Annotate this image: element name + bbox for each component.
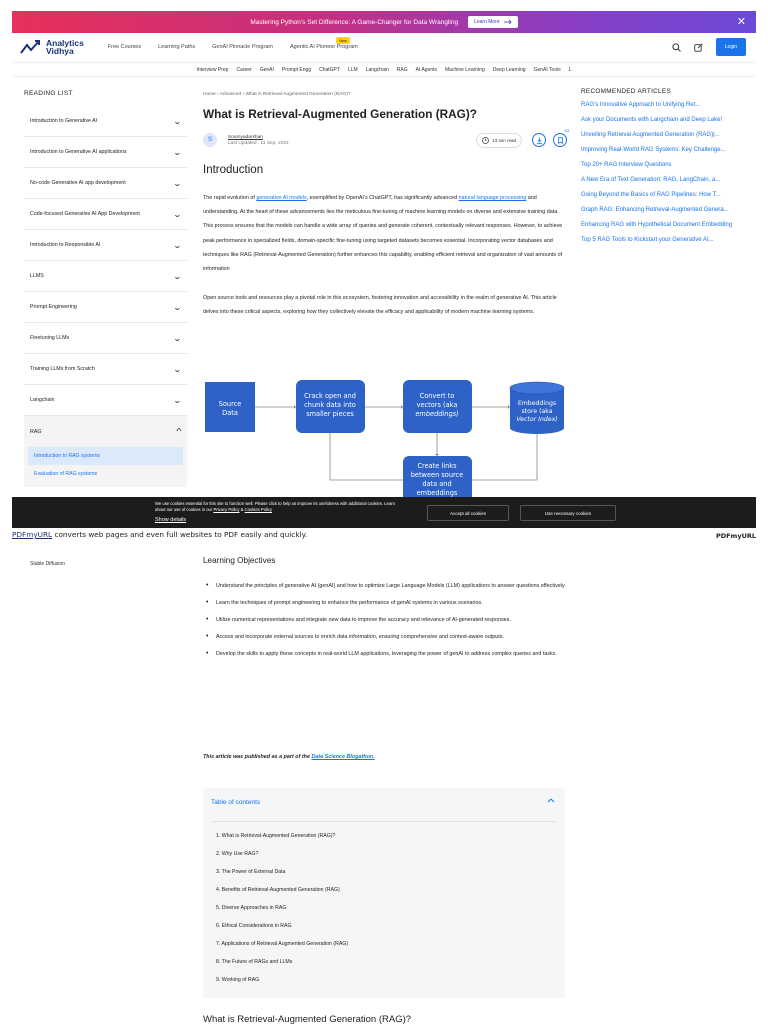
line-crack-to-links	[330, 433, 403, 480]
divider	[211, 821, 557, 822]
source-data-line: Data	[222, 409, 238, 417]
chevron-down-icon: ⌄	[172, 364, 183, 374]
nav-link-agentic-ai[interactable]	[289, 38, 358, 50]
convert-vectors-line: embeddings)	[415, 410, 459, 418]
updated-date: Last Updated : 11 Sep, 2024	[228, 140, 289, 146]
intro-text-2: , exemplified by OpenAI’s ChatGPT, has significantly advanced	[306, 195, 459, 201]
arrowhead	[435, 454, 439, 456]
embeddings-store-line: Vector Index)	[516, 416, 558, 423]
list-item: • Understand the principles of generative AI (genAI) and how to optimize Large Language Models (LLM) applications to answer questions effectively.	[206, 578, 566, 594]
download-icon	[536, 137, 543, 144]
embeddings-store-top	[510, 382, 564, 394]
list-item: • Utilize numerical representations and integrate new data to improve the accuracy and relevance of AI-generated responses.	[206, 612, 566, 628]
crack-chunk-line: smaller pieces	[306, 410, 354, 418]
topic-link[interactable]: AI Agents	[415, 66, 438, 73]
embeddings-store-line: store (aka	[521, 408, 553, 415]
intro-paragraph	[203, 191, 567, 276]
section-heading: What is Retrieval-Augmented Generation (RAG)?	[203, 1014, 412, 1025]
logo-mark-icon	[20, 39, 42, 55]
convert-vectors-label	[415, 392, 458, 418]
list-item: • Access and incorporate external sources to enrich data information, ensuring comprehensive and context-aware outputs.	[206, 629, 566, 645]
sidebar-item[interactable]	[24, 106, 187, 137]
sidebar-item-label: Introduction to Responsible AI	[30, 242, 101, 248]
topic-link[interactable]: ChatGPT	[319, 66, 340, 73]
recommended-link[interactable]: Graph RAG: Enhancing Retrieval-Augmented Genera...	[581, 207, 729, 213]
breadcrumb-separator: ›	[217, 92, 219, 97]
page-title: What is Retrieval-Augmented Generation (RAG)?	[203, 107, 477, 121]
topic-link[interactable]: Deep Learning	[492, 66, 526, 73]
topic-link[interactable]: L	[568, 66, 572, 73]
arrow-right-icon	[504, 19, 512, 25]
breadcrumb-current: What is Retrieval-Augmented Generation (RAG)?	[245, 92, 351, 97]
chevron-down-icon: ⌄	[172, 116, 183, 126]
read-time-badge	[476, 133, 522, 148]
sidebar-item[interactable]	[24, 385, 187, 416]
sidebar-item[interactable]	[24, 354, 187, 385]
topic-link[interactable]: Career	[236, 66, 252, 73]
arrowhead	[401, 405, 403, 409]
toc-item[interactable]: 5. Diverse Approaches in RAG	[216, 905, 287, 911]
toc-item[interactable]: 9. Working of RAG	[216, 977, 260, 983]
embeddings-store-label	[516, 400, 557, 423]
recommended-link[interactable]: Ask your Documents with Langchain and Deep Lake!	[581, 117, 723, 123]
source-data-line: Source	[218, 400, 242, 408]
recommended-link[interactable]: RAG’s Innovative Approach to Unifying Ret...	[581, 102, 701, 108]
logo-line1: Analytics	[46, 38, 84, 48]
recommended-link[interactable]: Top 5 RAG Tools to Kickstart your Generative AI...	[581, 237, 714, 243]
nav-link-agentic-ai-label: Agentic AI Pioneer Program	[289, 44, 358, 50]
chevron-down-icon: ⌄	[172, 333, 183, 343]
edit-icon[interactable]	[694, 43, 703, 52]
topic-link[interactable]: Interview Prep	[196, 66, 229, 73]
chevron-up-icon: ^	[176, 427, 182, 436]
reading-list-sidebar	[24, 90, 187, 487]
recommended-link[interactable]: Unveiling Retrieval Augmented Generation (RAG)|...	[581, 132, 720, 138]
toc-item[interactable]: 6. Ethical Considerations in RAG	[216, 923, 292, 929]
author-row	[203, 128, 569, 147]
clock-icon	[482, 137, 489, 144]
table-of-contents	[203, 788, 565, 998]
cookie-text-body: We use cookies essential for this site to function well. Please click to help us improve its usefulness with additional cookies. Learn about our use of cookies in our	[155, 501, 395, 512]
link-nlp[interactable]: natural language processing	[458, 195, 527, 201]
sidebar-item[interactable]	[24, 261, 187, 292]
sidebar-item[interactable]	[24, 199, 187, 230]
topic-link[interactable]: Machine Learning	[445, 66, 485, 73]
sidebar-subitem-intro-rag[interactable]: Introduction to RAG systems	[28, 447, 183, 465]
avatar[interactable]: S	[203, 133, 217, 147]
crack-chunk-label	[304, 392, 356, 418]
reading-list-title: READING LIST	[24, 90, 73, 97]
search-icon[interactable]	[672, 43, 681, 52]
crack-chunk-line: chunk data into	[304, 401, 356, 409]
privacy-policy-link[interactable]: Privacy Policy	[213, 506, 240, 512]
toc-item[interactable]: 2. Why Use RAG?	[216, 851, 259, 857]
nav-actions	[672, 38, 746, 56]
read-time: 13 min read	[492, 138, 516, 143]
recommended-link[interactable]: Improving Real-World RAG Systems: Key Challenge...	[581, 147, 726, 153]
recommended-link[interactable]: Enhancing RAG with Hypothetical Document Embedding	[581, 222, 733, 228]
sidebar-item[interactable]	[24, 168, 187, 199]
sidebar-item-label: LLMS	[30, 273, 44, 279]
topic-link[interactable]: GenAI	[259, 66, 274, 73]
chevron-down-icon: ⌄	[172, 147, 183, 157]
create-links-line: data and	[422, 480, 452, 488]
recommended-link[interactable]: Top 20+ RAG Interview Questions	[581, 162, 672, 168]
create-links-line: between source	[410, 471, 464, 479]
breadcrumb-advanced[interactable]: Advanced	[219, 92, 242, 97]
pdfmyurl-logo: PDFmyURL	[715, 532, 756, 540]
sidebar-item-stable-diffusion[interactable]: Stable Diffusion	[30, 561, 65, 567]
toc-heading[interactable]: Table of contents	[211, 799, 261, 806]
nav-link-genai-pinnacle[interactable]: GenAI Pinnacle Program	[212, 44, 273, 50]
topic-nav	[12, 62, 756, 77]
sidebar-item-label: Code-focused Generative AI App Development	[30, 211, 140, 217]
toc-item[interactable]: 4. Benefits of Retrieval-Augmented Generation (RAG)	[216, 887, 340, 893]
sidebar-item-label: Introduction to Generative AI applications	[30, 149, 127, 155]
chevron-down-icon: ⌄	[172, 209, 183, 219]
embeddings-store-line: Embeddings	[517, 400, 557, 407]
page-two	[0, 545, 768, 1024]
convert-vectors-line: Convert to	[419, 392, 455, 400]
learn-more-button[interactable]	[468, 16, 518, 28]
breadcrumb-home[interactable]: Home	[203, 92, 216, 97]
pdfmyurl-link[interactable]: PDFmyURL	[12, 530, 53, 539]
bookmark-icon	[557, 137, 564, 144]
nav-link-free-courses[interactable]: Free Courses	[107, 44, 142, 50]
create-links-line: Create links	[417, 462, 457, 470]
sidebar-item-label: No-code Generative AI app development	[30, 180, 126, 186]
sidebar-item-label: Langchain	[30, 397, 55, 403]
blogathon-text: This article was published as a part of the	[203, 754, 312, 760]
arrowhead	[508, 405, 510, 409]
blogathon-note	[203, 754, 375, 760]
logo[interactable]	[20, 39, 84, 55]
sidebar-item[interactable]	[24, 230, 187, 261]
article	[203, 92, 567, 320]
rag-subitems	[24, 447, 187, 487]
intro-heading: Introduction	[203, 164, 264, 176]
chevron-up-icon[interactable]	[547, 797, 555, 803]
bookmark-count: 63	[564, 128, 569, 133]
topic-link[interactable]: LLM	[347, 66, 358, 73]
new-badge: New	[336, 37, 350, 44]
crack-chunk-line: Crack open and	[304, 392, 356, 400]
main-nav	[12, 33, 756, 61]
recommended-link[interactable]: Going Beyond the Basics of RAG Pipelines: How T...	[581, 192, 721, 198]
close-promo-icon[interactable]: ✕	[736, 16, 746, 28]
topic-link[interactable]: Langchain	[365, 66, 389, 73]
breadcrumb-separator: ›	[242, 92, 245, 97]
sidebar-item-label: Introduction to Generative AI	[30, 118, 98, 124]
sidebar-item-label: RAG	[30, 428, 42, 435]
chevron-down-icon: ⌄	[172, 271, 183, 281]
rag-pipeline-diagram	[203, 378, 567, 498]
necessary-cookies-button[interactable]: Use necessary cookies	[520, 505, 616, 521]
sidebar-subitem-eval-rag[interactable]: Evaluation of RAG systems	[34, 471, 98, 477]
chevron-down-icon: ⌄	[172, 302, 183, 312]
sidebar-item[interactable]	[24, 137, 187, 168]
recommended-link[interactable]: A New Era of Text Generation: RAG, LangChain, a...	[581, 177, 721, 183]
learn-more-label: Learn More	[474, 19, 500, 25]
chevron-down-icon: ⌄	[172, 240, 183, 250]
cookie-amp: &	[240, 506, 244, 512]
cookie-banner	[12, 497, 756, 528]
sidebar-item[interactable]	[24, 323, 187, 354]
sidebar-item-rag[interactable]	[24, 416, 187, 447]
intro-text-3: and understanding. At the heart of these advancements lies the meticulous fine-tuning of machine learning models on diverse and extensive training data. This process ensures that the models can handle a wide array of queries and generate coherent, contextually relevant responses. However, to achieve peak performance in specialized fields, domain-specific fine-tuning using targeted datasets becomes essential. Incorporating vector databases and techniques like RAG (Retrieval-Augmented Generation) further enhances this capability, enabling efficient retrieval and organization of vast amounts of information	[203, 195, 563, 273]
list-item: • Develop the skills to apply these concepts in real-world LLM applications, leveraging the power of genAI to address complex queries and tasks.	[206, 646, 566, 662]
convert-vectors-line: vectors (aka	[416, 401, 458, 409]
chevron-down-icon: ⌄	[172, 178, 183, 188]
arrowhead	[294, 405, 296, 409]
author-name[interactable]: Soumyadarshan	[228, 134, 263, 140]
recommended-articles	[581, 88, 741, 245]
topic-link[interactable]: Prompt Engg	[281, 66, 312, 73]
show-details-link[interactable]: Show details	[155, 517, 187, 523]
nav-links	[107, 38, 358, 50]
bookmark-button[interactable]	[553, 128, 569, 147]
accept-all-cookies-button[interactable]: Accept all cookies	[427, 505, 509, 521]
link-generative-ai-models[interactable]: generative AI models	[256, 195, 307, 201]
topic-link[interactable]: RAG	[396, 66, 408, 73]
toc-item[interactable]: 7. Applications of Retrieval Augmented Generation (RAG)	[216, 941, 349, 947]
download-button[interactable]	[532, 133, 546, 147]
login-button[interactable]: Login	[716, 38, 746, 56]
toc-item[interactable]: 3. The Power of External Data	[216, 869, 286, 875]
topic-link[interactable]: GenAI Tools	[533, 66, 561, 73]
objectives-list	[206, 578, 566, 663]
breadcrumb	[203, 92, 567, 97]
second-paragraph: Open source tools and resources play a pivotal role in this ecosystem, fostering innovation and accessibility in the realm of generative AI. This article delves into these critical aspects, exploring how they collectively elevate the efficacy and applicability of modern machine learning systems.	[203, 295, 557, 316]
promo-text: Mastering Python’s Set Difference: A Game-Changer for Data Wrangling	[250, 18, 459, 26]
promo-banner	[12, 11, 756, 33]
sidebar-item-label: Prompt Engineering	[30, 304, 77, 310]
intro-text-1: The rapid evolution of	[203, 195, 257, 201]
cookies-policy-link[interactable]: Cookies Policy	[244, 506, 273, 512]
pdfmyurl-text: converts web pages and even full websites to PDF easily and quickly.	[52, 530, 308, 539]
recommended-title: RECOMMENDED ARTICLES	[581, 88, 672, 95]
sidebar-item-label: Training LLMs from Scratch	[30, 366, 95, 372]
blogathon-link[interactable]: Data Science Blogathon.	[311, 754, 375, 760]
cookie-text	[155, 501, 405, 512]
toc-item[interactable]: 1. What is Retrieval-Augmented Generation (RAG)?	[216, 833, 336, 839]
learning-objectives-heading: Learning Objectives	[203, 556, 276, 565]
nav-link-learning-paths[interactable]: Learning Paths	[158, 44, 196, 50]
create-links-line: embeddings	[416, 489, 458, 497]
sidebar-item-label: Finetuning LLMs	[30, 335, 70, 341]
toc-item[interactable]: 8. The Future of RAGs and LLMs	[216, 959, 293, 965]
logo-line2: Vidhya	[46, 46, 74, 56]
pdfmyurl-bar	[12, 530, 756, 544]
sidebar-item[interactable]	[24, 292, 187, 323]
line-store-to-links	[472, 434, 537, 480]
list-item: • Learn the techniques of prompt engineering to enhance the performance of genAI systems in various scenarios.	[206, 595, 566, 611]
chevron-down-icon: ⌄	[172, 395, 183, 405]
